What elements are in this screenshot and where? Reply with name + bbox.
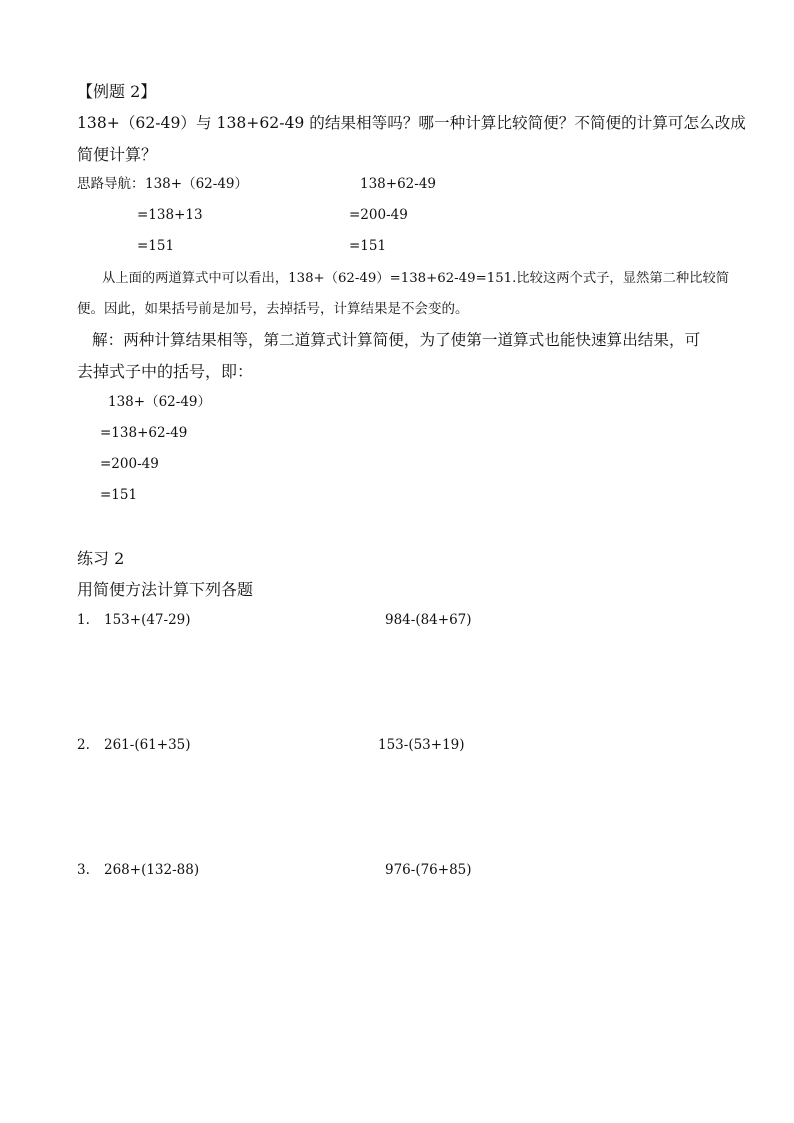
problem-1-number: 1. bbox=[77, 612, 90, 628]
solution-step-2: =138+62-49 bbox=[100, 425, 188, 441]
guide-right-step-1: 138+62-49 bbox=[360, 176, 436, 192]
problem-2-right: 153-(53+19) bbox=[378, 737, 465, 753]
problem-3-right: 976-(76+85) bbox=[385, 862, 472, 878]
problem-3-number: 3. bbox=[77, 862, 90, 878]
guide-left-step-2: =138+13 bbox=[137, 207, 203, 223]
solution-step-3: =200-49 bbox=[100, 456, 159, 472]
guide-left-step-3: =151 bbox=[137, 238, 175, 254]
problem-1-right: 984-(84+67) bbox=[385, 612, 472, 628]
practice-instruction: 用简便方法计算下列各题 bbox=[77, 580, 254, 599]
question-line-1: 138+（62-49）与 138+62-49 的结果相等吗？哪一种计算比较简便？不简便的计算可怎么改成 bbox=[77, 114, 746, 132]
problem-2-left: 261-(61+35) bbox=[104, 737, 191, 753]
solution-line-1: 解：两种计算结果相等，第二道算式计算简便，为了使第一道算式也能快速算出结果，可 bbox=[92, 331, 701, 349]
solution-line-2: 去掉式子中的括号，即： bbox=[77, 362, 254, 381]
problem-1-left: 153+(47-29) bbox=[104, 612, 191, 628]
solution-step-1: 138+（62-49） bbox=[108, 394, 211, 410]
analysis-line-1: 从上面的两道算式中可以看出，138+（62-49）=138+62-49=151.比较这两个式子，显然第二种比较简 bbox=[102, 271, 730, 286]
analysis-line-2: 便。因此，如果括号前是加号，去掉括号，计算结果是不会变的。 bbox=[77, 301, 469, 317]
guide-right-step-2: =200-49 bbox=[349, 207, 408, 223]
example-heading: 【例题 2】 bbox=[77, 82, 157, 101]
guide-right-step-3: =151 bbox=[349, 238, 387, 254]
guide-left-step-1: 138+（62-49） bbox=[145, 176, 248, 192]
solution-step-4: =151 bbox=[100, 487, 138, 503]
question-line-2: 简便计算？ bbox=[77, 145, 158, 164]
practice-heading: 练习 2 bbox=[77, 549, 125, 568]
problem-2-number: 2. bbox=[77, 737, 90, 753]
guide-label: 思路导航： bbox=[77, 176, 145, 192]
problem-3-left: 268+(132-88) bbox=[104, 862, 200, 878]
